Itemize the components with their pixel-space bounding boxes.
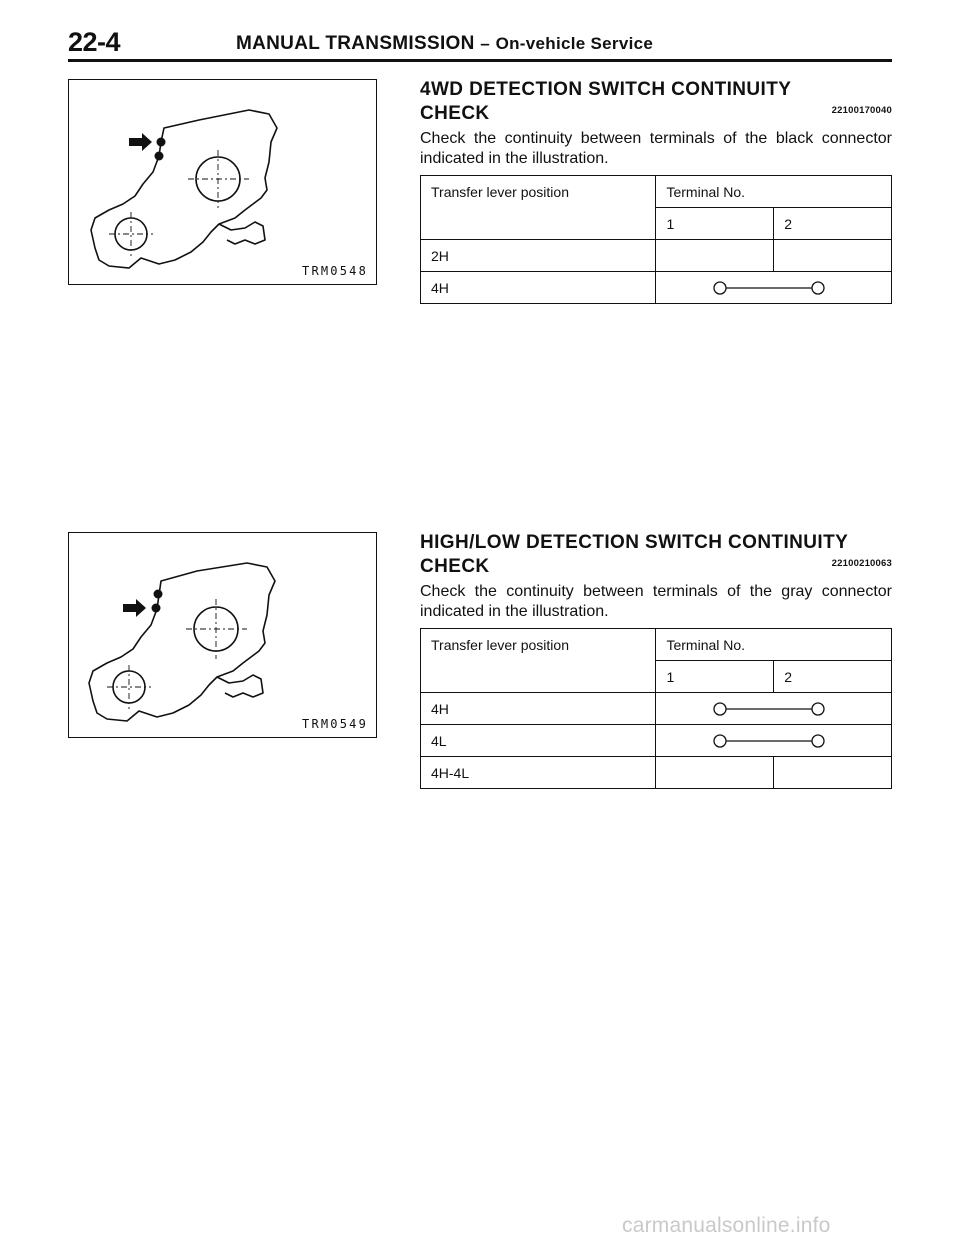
manual-title: MANUAL TRANSMISSION bbox=[236, 33, 475, 54]
continuity-cell bbox=[656, 725, 892, 757]
continuity-symbol bbox=[656, 725, 892, 757]
terminal-1-cell bbox=[656, 240, 774, 272]
terminal-1-cell bbox=[656, 757, 774, 789]
table-terminal-row bbox=[421, 661, 892, 693]
terminal-2: 2 bbox=[774, 208, 892, 240]
section-title-line1: HIGH/LOW DETECTION SWITCH CONTINUITY bbox=[420, 532, 849, 553]
title-separator: – bbox=[480, 34, 490, 53]
lever-position: 4L bbox=[421, 725, 656, 757]
section-code: 22100210063 bbox=[831, 558, 892, 569]
section-title-line1: 4WD DETECTION SWITCH CONTINUITY bbox=[420, 79, 792, 100]
section-4wd-detection bbox=[420, 79, 892, 169]
terminal-2-cell bbox=[774, 757, 892, 789]
header-rule bbox=[68, 59, 892, 62]
terminal-1: 1 bbox=[656, 661, 774, 693]
figure-code: TRM0549 bbox=[302, 717, 368, 731]
lever-position: 4H-4L bbox=[421, 757, 656, 789]
header-terminal-no: Terminal No. bbox=[656, 176, 892, 208]
table-header-row bbox=[421, 176, 892, 208]
continuity-table-4wd bbox=[420, 175, 892, 304]
header-terminal-no: Terminal No. bbox=[656, 629, 892, 661]
section-body: Check the continuity between terminals of the black connector indicated in the illustration. bbox=[420, 130, 892, 167]
section-title-line2: CHECK bbox=[420, 556, 490, 577]
table-row bbox=[421, 240, 892, 272]
header-lever-position: Transfer lever position bbox=[421, 176, 656, 208]
section-title-line2: CHECK bbox=[420, 103, 490, 124]
table-row bbox=[421, 272, 892, 304]
section-code: 22100170040 bbox=[831, 105, 892, 116]
header-blank bbox=[421, 208, 656, 240]
continuity-symbol bbox=[656, 693, 892, 725]
transfer-case-illustration bbox=[69, 533, 375, 736]
continuity-cell bbox=[656, 272, 892, 304]
table-terminal-row bbox=[421, 208, 892, 240]
figure-code: TRM0548 bbox=[302, 264, 368, 278]
manual-subtitle: On-vehicle Service bbox=[495, 34, 654, 53]
figure-transfer-case-1 bbox=[68, 79, 377, 285]
terminal-2-cell bbox=[774, 240, 892, 272]
page-number: 22-4 bbox=[68, 27, 121, 57]
lever-position: 4H bbox=[421, 272, 656, 304]
page-title bbox=[236, 33, 653, 55]
continuity-table-high-low bbox=[420, 628, 892, 789]
figure-transfer-case-2 bbox=[68, 532, 377, 738]
lever-position: 2H bbox=[421, 240, 656, 272]
continuity-cell bbox=[656, 693, 892, 725]
header-lever-position: Transfer lever position bbox=[421, 629, 656, 661]
table-row bbox=[421, 725, 892, 757]
table-row bbox=[421, 693, 892, 725]
section-title bbox=[420, 532, 892, 577]
terminal-2: 2 bbox=[774, 661, 892, 693]
terminal-1: 1 bbox=[656, 208, 774, 240]
watermark: carmanualsonline.info bbox=[622, 1214, 831, 1237]
lever-position: 4H bbox=[421, 693, 656, 725]
header-blank bbox=[421, 661, 656, 693]
section-body: Check the continuity between terminals of the gray connector indicated in the illustration. bbox=[420, 583, 892, 620]
continuity-symbol bbox=[656, 272, 892, 304]
section-high-low-detection bbox=[420, 532, 892, 622]
table-row bbox=[421, 757, 892, 789]
transfer-case-illustration bbox=[69, 80, 375, 283]
section-title bbox=[420, 79, 892, 124]
table-header-row bbox=[421, 629, 892, 661]
